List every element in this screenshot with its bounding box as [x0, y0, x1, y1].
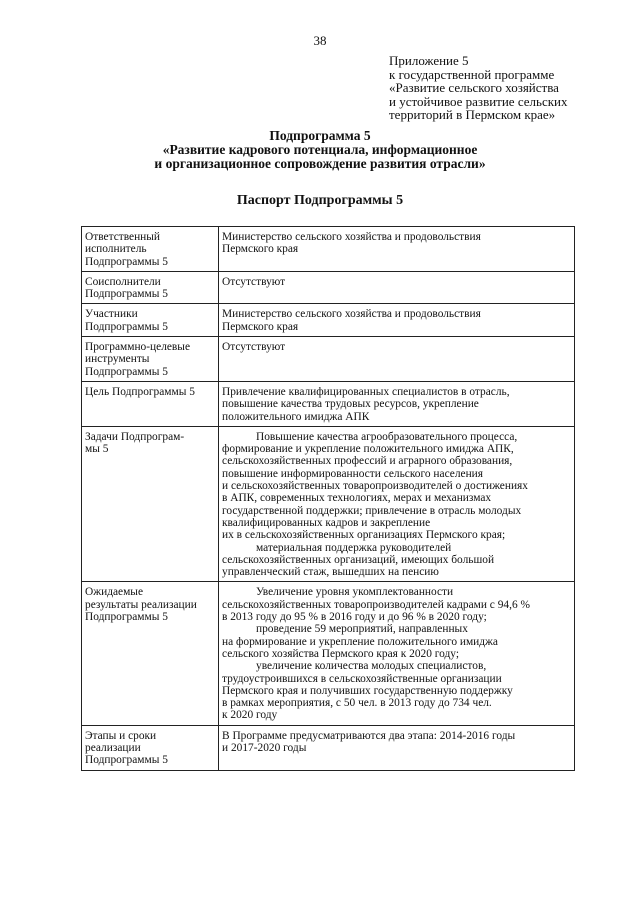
- passport-row-value: [219, 725, 575, 770]
- passport-value-line: Министерство сельского хозяйства и продовольствия: [222, 231, 481, 243]
- passport-row-value: [219, 381, 575, 426]
- passport-value-line: государственной поддержки; привлечение в отрасль молодых: [222, 504, 522, 517]
- passport-row: [82, 426, 575, 582]
- passport-row: [82, 725, 575, 770]
- passport-row-value: [219, 227, 575, 272]
- passport-value-line: трудоустроившихся в сельскохозяйственные организации: [222, 672, 502, 685]
- passport-value-line: в 2013 году до 95 % в 2016 году и до 96 % в 2020 году;: [222, 611, 487, 624]
- passport-value-line: повышение информированности сельского населения: [222, 467, 483, 480]
- passport-value-line: к 2020 году: [222, 709, 278, 722]
- appendix-line: Приложение 5: [389, 53, 469, 68]
- passport-row: [82, 271, 575, 304]
- passport-value-line: сельскохозяйственных организаций, имеющих большой: [222, 553, 495, 566]
- passport-row-label: Программно-целевые инструменты Подпрограммы 5: [82, 337, 219, 382]
- passport-value-line: сельскохозяйственных профессий и аграрного образования,: [222, 455, 513, 468]
- subprogram-title-line: и организационное сопровождение развития отрасли»: [154, 156, 486, 171]
- passport-value-line: проведение 59 мероприятий, направленных: [256, 623, 468, 636]
- passport-row: [82, 381, 575, 426]
- subprogram-title: [0, 129, 640, 171]
- passport-value-line: в рамках мероприятия, с 50 чел. в 2013 году до 734 чел.: [222, 697, 492, 710]
- passport-value-line: на формирование и укрепление положительного имиджа: [222, 635, 498, 648]
- passport-value-line: материальная поддержка руководителей: [256, 541, 452, 554]
- passport-row: [82, 304, 575, 337]
- passport-value-line: формирование и укрепление положительного имиджа АПК,: [222, 443, 514, 456]
- passport-row-label: Задачи Подпрограм- мы 5: [82, 426, 219, 582]
- subprogram-title-line: Подпрограмма 5: [269, 128, 371, 143]
- passport-row-label: Этапы и сроки реализации Подпрограммы 5: [82, 725, 219, 770]
- passport-value-line: Пермского края и получивших государственную поддержку: [222, 684, 513, 697]
- passport-row-value: [219, 304, 575, 337]
- appendix-line: и устойчивое развитие сельских: [389, 93, 568, 109]
- passport-value-line: Министерство сельского хозяйства и продовольствия: [222, 308, 481, 321]
- passport-row: [82, 227, 575, 272]
- passport-value-line: положительного имиджа АПК: [222, 410, 370, 423]
- passport-value-line: квалифицированных кадров и закрепление: [222, 516, 431, 529]
- passport-table-body: [82, 227, 575, 771]
- page-number: 38: [313, 33, 327, 48]
- passport-row-value: [219, 271, 575, 304]
- passport-row-label: Соисполнители Подпрограммы 5: [82, 271, 219, 304]
- passport-value-line: сельскохозяйственных товаропроизводителей кадрами с 94,6 %: [222, 598, 530, 611]
- passport-title: Паспорт Подпрограммы 5: [236, 193, 404, 208]
- passport-value-line: Привлечение квалифицированных специалистов в отрасль,: [222, 385, 510, 398]
- passport-value-line: Пермского края: [222, 320, 299, 333]
- passport-row-label: Участники Подпрограммы 5: [82, 304, 219, 337]
- appendix-line: к государственной программе: [389, 66, 555, 82]
- passport-value-line: Увеличение уровня укомплектованности: [256, 586, 454, 599]
- subprogram-title-line: «Развитие кадрового потенциала, информационное: [162, 142, 478, 157]
- passport-table: [81, 226, 575, 771]
- passport-value-line: и 2017-2020 годы: [222, 741, 307, 754]
- passport-value-line: Повышение качества агрообразовательного процесса,: [256, 430, 518, 443]
- appendix-line: территорий в Пермском крае»: [389, 107, 556, 122]
- passport-value-line: их в сельскохозяйственных организациях Пермского края;: [222, 529, 506, 542]
- passport-value-line: Отсутствуют: [222, 341, 286, 354]
- passport-value-line: Пермского края: [222, 243, 299, 256]
- passport-value-line: сельского хозяйства Пермского края к 2020 году;: [222, 647, 460, 660]
- passport-row: [82, 337, 575, 382]
- appendix-line: «Развитие сельского хозяйства: [389, 80, 559, 95]
- passport-row-label: Ответственный исполнитель Подпрограммы 5: [82, 227, 219, 272]
- passport-value-line: управленческий стаж, вышедших на пенсию: [222, 566, 439, 579]
- passport-row-value: [219, 582, 575, 725]
- passport-row-label: Ожидаемые результаты реализации Подпрограммы 5: [82, 582, 219, 725]
- passport-value-line: Отсутствуют: [222, 275, 286, 288]
- passport-row-label: Цель Подпрограммы 5: [82, 381, 219, 426]
- passport-row: [82, 582, 575, 725]
- passport-value-line: В Программе предусматриваются два этапа: 2014-2016 годы: [222, 729, 516, 742]
- passport-value-line: в АПК, современных технологиях, мерах и механизмах: [222, 492, 492, 505]
- passport-row-value: [219, 337, 575, 382]
- passport-value-line: увеличение количества молодых специалистов,: [256, 660, 487, 673]
- passport-value-line: повышение качества трудовых ресурсов, укрепление: [222, 398, 479, 411]
- passport-value-line: и сельскохозяйственных товаропроизводителей о достижениях: [222, 480, 528, 493]
- passport-row-value: [219, 426, 575, 582]
- appendix-header: [389, 54, 567, 122]
